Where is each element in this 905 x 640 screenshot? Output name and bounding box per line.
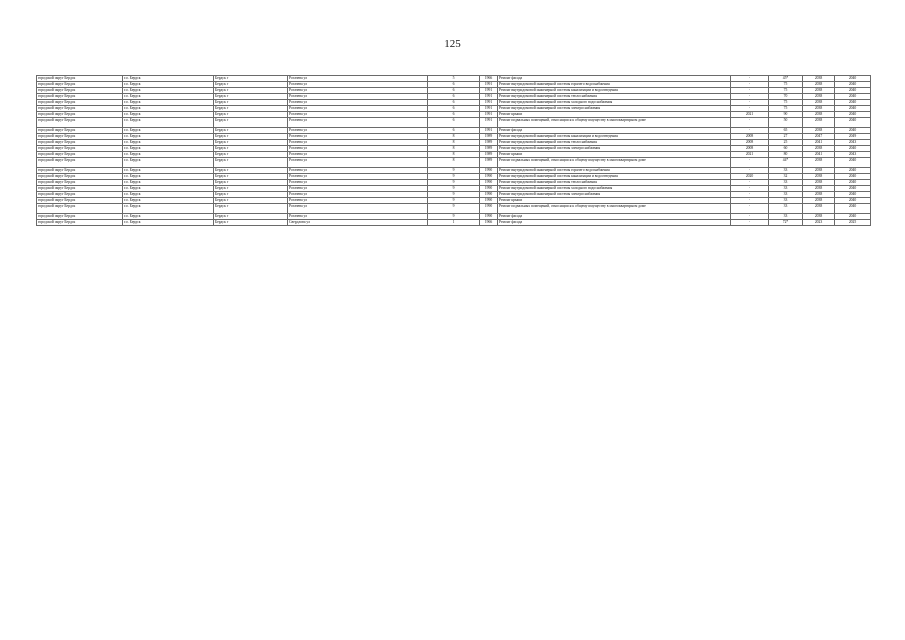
table-cell-year-built: 1991 <box>480 112 498 118</box>
table-cell-period-to: 2040 <box>835 180 871 186</box>
table-cell-work-type: Ремонт внутридомовой инженерной системы горячего водоснабжения <box>498 168 731 174</box>
table-cell-settlement: г.о. Бердск <box>123 140 214 146</box>
table-cell-locality: Бердск г <box>214 100 288 106</box>
table-cell-year-prev: - <box>731 128 769 134</box>
table-cell-municipality: городской округ Бердск <box>37 192 123 198</box>
table-cell-year-built: 1990 <box>480 186 498 192</box>
table-cell-street: Рогачева ул <box>288 88 428 94</box>
table-cell-year-built: 1990 <box>480 174 498 180</box>
table-cell-locality: Бердск г <box>214 198 288 204</box>
table-cell-year-built: 1991 <box>480 94 498 100</box>
table-cell-street: Рогачева ул <box>288 204 428 214</box>
table-cell-period-from: 2038 <box>803 214 835 220</box>
table-cell-year-prev: - <box>731 192 769 198</box>
table-cell-municipality: городской округ Бердск <box>37 146 123 152</box>
table-cell-year-prev: - <box>731 204 769 214</box>
table-cell-period-to: 2043 <box>835 152 871 158</box>
table-cell-locality: Бердск г <box>214 146 288 152</box>
table-cell-street: Рогачева ул <box>288 198 428 204</box>
table-cell-share: 50 <box>769 118 803 128</box>
table-cell-work-type: Ремонт внутридомовой инженерной системы теплоснабжения <box>498 94 731 100</box>
table-cell-work-type: Ремонт внутридомовой инженерной системы холодного водоснабжения <box>498 186 731 192</box>
table-cell-municipality: городской округ Бердск <box>37 214 123 220</box>
table-cell-street: Рогачева ул <box>288 112 428 118</box>
table-cell-year-built: 1990 <box>480 214 498 220</box>
table-cell-locality: Бердск г <box>214 174 288 180</box>
table-cell-year-built: 1990 <box>480 198 498 204</box>
table-cell-work-type: Ремонт фасада <box>498 76 731 82</box>
table-cell-year-prev: 2020 <box>731 174 769 180</box>
table-cell-period-to: 2040 <box>835 88 871 94</box>
table-cell-house: 9 <box>428 180 480 186</box>
table-cell-period-from: 2038 <box>803 204 835 214</box>
table-cell-year-prev: - <box>731 118 769 128</box>
table-cell-period-to: 2040 <box>835 106 871 112</box>
capital-repair-table <box>36 75 871 226</box>
table-cell-period-from: 2023 <box>803 220 835 226</box>
table-cell-house: 8 <box>428 146 480 152</box>
table-cell-settlement: г.о. Бердск <box>123 220 214 226</box>
table-cell-locality: Бердск г <box>214 76 288 82</box>
table-cell-share: 60 <box>769 146 803 152</box>
table-cell-year-prev: - <box>731 214 769 220</box>
table-cell-work-type: Ремонт крыши <box>498 112 731 118</box>
table-cell-municipality: городской округ Бердск <box>37 198 123 204</box>
table-cell-year-prev: - <box>731 100 769 106</box>
table-cell-locality: Бердск г <box>214 82 288 88</box>
table-cell-share: 33 <box>769 214 803 220</box>
table-cell-settlement: г.о. Бердск <box>123 106 214 112</box>
table-cell-period-from: 2038 <box>803 88 835 94</box>
table-cell-house: 9 <box>428 198 480 204</box>
table-cell-period-from: 2038 <box>803 106 835 112</box>
table-cell-street: Рогачева ул <box>288 158 428 168</box>
table-cell-year-prev: - <box>731 82 769 88</box>
table-cell-work-type: Ремонт внутридомовой инженерной системы теплоснабжения <box>498 140 731 146</box>
table-cell-year-built: 1991 <box>480 106 498 112</box>
table-cell-share: 75 <box>769 106 803 112</box>
table-cell-year-prev: 2008 <box>731 146 769 152</box>
table-cell-share: 33 <box>769 168 803 174</box>
table-cell-period-from: 2047 <box>803 134 835 140</box>
table-cell-year-built: 1989 <box>480 158 498 168</box>
table-cell-year-built: 1991 <box>480 100 498 106</box>
table-cell-locality: Бердск г <box>214 220 288 226</box>
table-cell-period-from: 2038 <box>803 82 835 88</box>
table-cell-period-to: 2040 <box>835 214 871 220</box>
table-cell-work-type: Ремонт внутридомовой инженерной системы теплоснабжения <box>498 180 731 186</box>
table-cell-share: 65 <box>769 128 803 134</box>
table-cell-period-from: 2038 <box>803 180 835 186</box>
table-cell-work-type: Ремонт крыши <box>498 152 731 158</box>
table-cell-street: Свердлова ул <box>288 220 428 226</box>
table-cell-settlement: г.о. Бердск <box>123 168 214 174</box>
table-cell-street: Рогачева ул <box>288 100 428 106</box>
table-cell-street: Рогачева ул <box>288 192 428 198</box>
table-cell-street: Рогачева ул <box>288 118 428 128</box>
table-cell-year-prev: - <box>731 220 769 226</box>
table-cell-share: 45* <box>769 76 803 82</box>
table-cell-share: 32 <box>769 174 803 180</box>
table-cell-year-prev: - <box>731 94 769 100</box>
table-cell-year-prev: - <box>731 198 769 204</box>
table-cell-settlement: г.о. Бердск <box>123 118 214 128</box>
table-cell-share: 75 <box>769 88 803 94</box>
table-cell-period-to: 2040 <box>835 192 871 198</box>
table-cell-year-prev: 2021 <box>731 152 769 158</box>
table-cell-house: 9 <box>428 168 480 174</box>
table-cell-locality: Бердск г <box>214 94 288 100</box>
table-cell-year-built: 1990 <box>480 168 498 174</box>
table-cell-year-prev: - <box>731 186 769 192</box>
table-cell-year-built: 1989 <box>480 140 498 146</box>
table-cell-municipality: городской округ Бердск <box>37 82 123 88</box>
table-cell-municipality: городской округ Бердск <box>37 88 123 94</box>
table-cell-settlement: г.о. Бердск <box>123 192 214 198</box>
table-row <box>37 158 871 168</box>
table-cell-locality: Бердск г <box>214 140 288 146</box>
table-cell-work-type: Ремонт внутридомовой инженерной системы электроснабжения <box>498 106 731 112</box>
table-cell-house: 9 <box>428 192 480 198</box>
table-cell-share: 25 <box>769 140 803 146</box>
table-cell-share: 90 <box>769 112 803 118</box>
table-cell-municipality: городской округ Бердск <box>37 100 123 106</box>
table-cell-year-prev: - <box>731 158 769 168</box>
table-cell-settlement: г.о. Бердск <box>123 146 214 152</box>
table-cell-house: 9 <box>428 174 480 180</box>
table-cell-period-to: 2025 <box>835 220 871 226</box>
table-cell-street: Рогачева ул <box>288 94 428 100</box>
table-cell-share: 75 <box>769 100 803 106</box>
table-cell-period-to: 2040 <box>835 112 871 118</box>
table-cell-settlement: г.о. Бердск <box>123 100 214 106</box>
table-cell-house: 9 <box>428 186 480 192</box>
table-cell-house: 6 <box>428 128 480 134</box>
table-cell-work-type: Ремонт подвальных помещений, относящихся к общему имуществу в многоквартирном доме <box>498 118 731 128</box>
table-cell-street: Рогачева ул <box>288 146 428 152</box>
table-cell-municipality: городской округ Бердск <box>37 106 123 112</box>
table-cell-period-from: 2041 <box>803 152 835 158</box>
table-cell-share: 75 <box>769 82 803 88</box>
table-cell-period-from: 2038 <box>803 128 835 134</box>
table-cell-share: 33 <box>769 204 803 214</box>
table-cell-municipality: городской округ Бердск <box>37 158 123 168</box>
table-cell-period-from: 2038 <box>803 192 835 198</box>
table-cell-locality: Бердск г <box>214 186 288 192</box>
table-cell-year-built: 1990 <box>480 180 498 186</box>
table-cell-settlement: г.о. Бердск <box>123 88 214 94</box>
table-cell-work-type: Ремонт фасада <box>498 220 731 226</box>
table-cell-street: Рогачева ул <box>288 106 428 112</box>
table-cell-share: 27 <box>769 134 803 140</box>
table-cell-street: Рогачева ул <box>288 76 428 82</box>
table-cell-year-built: 1966 <box>480 220 498 226</box>
table-cell-work-type: Ремонт подвальных помещений, относящихся к общему имуществу в многоквартирном доме <box>498 158 731 168</box>
table-cell-share: 44* <box>769 158 803 168</box>
table-cell-municipality: городской округ Бердск <box>37 118 123 128</box>
table-cell-period-to: 2040 <box>835 128 871 134</box>
table-cell-year-prev: - <box>731 106 769 112</box>
table-cell-work-type: Ремонт подвальных помещений, относящихся к общему имуществу в многоквартирном доме <box>498 204 731 214</box>
table-cell-locality: Бердск г <box>214 158 288 168</box>
table-cell-locality: Бердск г <box>214 106 288 112</box>
table-cell-share: 33 <box>769 192 803 198</box>
table-cell-work-type: Ремонт внутридомовой инженерной системы горячего водоснабжения <box>498 82 731 88</box>
table-cell-work-type: Ремонт крыши <box>498 198 731 204</box>
table-cell-share: 33 <box>769 186 803 192</box>
table-cell-year-built: 1989 <box>480 146 498 152</box>
table-cell-street: Рогачева ул <box>288 140 428 146</box>
table-cell-period-from: 2038 <box>803 168 835 174</box>
table-cell-year-built: 1991 <box>480 82 498 88</box>
table-cell-settlement: г.о. Бердск <box>123 204 214 214</box>
table-row <box>37 118 871 128</box>
table-cell-house: 9 <box>428 214 480 220</box>
table-cell-settlement: г.о. Бердск <box>123 214 214 220</box>
table-cell-house: 5 <box>428 76 480 82</box>
page-number: 125 <box>444 38 461 50</box>
table-cell-period-to: 2043 <box>835 140 871 146</box>
table-cell-locality: Бердск г <box>214 152 288 158</box>
table-cell-settlement: г.о. Бердск <box>123 198 214 204</box>
table-cell-municipality: городской округ Бердск <box>37 94 123 100</box>
table-cell-work-type: Ремонт внутридомовой инженерной системы канализации и водоотведения <box>498 174 731 180</box>
table-cell-locality: Бердск г <box>214 204 288 214</box>
table-cell-locality: Бердск г <box>214 118 288 128</box>
table-cell-year-built: 1990 <box>480 192 498 198</box>
table-body <box>37 76 871 226</box>
table-cell-year-prev: 2008 <box>731 140 769 146</box>
table-cell-period-to: 2040 <box>835 204 871 214</box>
table-cell-period-to: 2040 <box>835 158 871 168</box>
table-row <box>37 220 871 226</box>
table-cell-municipality: городской округ Бердск <box>37 128 123 134</box>
table-cell-street: Рогачева ул <box>288 152 428 158</box>
table-cell-street: Рогачева ул <box>288 128 428 134</box>
table-cell-period-from: 2041 <box>803 140 835 146</box>
table-cell-locality: Бердск г <box>214 192 288 198</box>
table-cell-period-to: 2040 <box>835 198 871 204</box>
table-cell-house: 1 <box>428 220 480 226</box>
table-cell-work-type: Ремонт внутридомовой инженерной системы канализации и водоотведения <box>498 88 731 94</box>
table-cell-year-prev: 2008 <box>731 134 769 140</box>
table-cell-house: 8 <box>428 134 480 140</box>
table-cell-period-to: 2040 <box>835 174 871 180</box>
table-cell-settlement: г.о. Бердск <box>123 82 214 88</box>
table-cell-locality: Бердск г <box>214 180 288 186</box>
table-cell-settlement: г.о. Бердск <box>123 158 214 168</box>
table-cell-locality: Бердск г <box>214 112 288 118</box>
table-cell-settlement: г.о. Бердск <box>123 76 214 82</box>
table-cell-period-to: 2040 <box>835 118 871 128</box>
table-cell-year-built: 1989 <box>480 152 498 158</box>
table-cell-period-to: 2040 <box>835 186 871 192</box>
table-cell-share: 80 <box>769 152 803 158</box>
table-cell-year-prev: 2021 <box>731 112 769 118</box>
table-cell-settlement: г.о. Бердск <box>123 180 214 186</box>
table-cell-settlement: г.о. Бердск <box>123 152 214 158</box>
table-cell-year-prev: - <box>731 180 769 186</box>
table-cell-share: 33 <box>769 198 803 204</box>
table-cell-locality: Бердск г <box>214 214 288 220</box>
table-cell-work-type: Ремонт внутридомовой инженерной системы холодного водоснабжения <box>498 100 731 106</box>
table-cell-street: Рогачева ул <box>288 214 428 220</box>
table-cell-municipality: городской округ Бердск <box>37 76 123 82</box>
table-cell-period-from: 2038 <box>803 186 835 192</box>
table-cell-period-to: 2040 <box>835 146 871 152</box>
table-cell-year-built: 1991 <box>480 128 498 134</box>
table-cell-year-prev: - <box>731 76 769 82</box>
table-cell-municipality: городской округ Бердск <box>37 168 123 174</box>
table-cell-share: 72* <box>769 220 803 226</box>
table-cell-work-type: Ремонт внутридомовой инженерной системы электроснабжения <box>498 192 731 198</box>
table-cell-house: 6 <box>428 100 480 106</box>
table-cell-house: 8 <box>428 158 480 168</box>
table-row <box>37 204 871 214</box>
table-cell-house: 6 <box>428 118 480 128</box>
table-cell-period-from: 2038 <box>803 198 835 204</box>
table-cell-street: Рогачева ул <box>288 186 428 192</box>
table-cell-settlement: г.о. Бердск <box>123 174 214 180</box>
table-cell-municipality: городской округ Бердск <box>37 134 123 140</box>
table-cell-municipality: городской округ Бердск <box>37 180 123 186</box>
table-cell-house: 8 <box>428 140 480 146</box>
table-cell-period-from: 2038 <box>803 94 835 100</box>
table-cell-work-type: Ремонт фасада <box>498 128 731 134</box>
table-cell-street: Рогачева ул <box>288 134 428 140</box>
table-cell-street: Рогачева ул <box>288 168 428 174</box>
table-cell-street: Рогачева ул <box>288 174 428 180</box>
table-cell-work-type: Ремонт внутридомовой инженерной системы электроснабжения <box>498 146 731 152</box>
table-cell-municipality: городской округ Бердск <box>37 152 123 158</box>
table-cell-period-to: 2040 <box>835 100 871 106</box>
table-cell-work-type: Ремонт внутридомовой инженерной системы канализации и водоотведения <box>498 134 731 140</box>
table-cell-locality: Бердск г <box>214 128 288 134</box>
table-cell-municipality: городской округ Бердск <box>37 220 123 226</box>
table-cell-year-built: 1991 <box>480 88 498 94</box>
table-cell-house: 6 <box>428 88 480 94</box>
table-cell-year-prev: - <box>731 88 769 94</box>
table-cell-house: 6 <box>428 94 480 100</box>
table-cell-year-built: 1990 <box>480 204 498 214</box>
table-cell-house: 6 <box>428 112 480 118</box>
table-cell-period-to: 2040 <box>835 168 871 174</box>
table-cell-period-from: 2038 <box>803 112 835 118</box>
table-cell-period-to: 2040 <box>835 94 871 100</box>
table-cell-year-prev: - <box>731 168 769 174</box>
table-cell-house: 6 <box>428 106 480 112</box>
table-cell-locality: Бердск г <box>214 134 288 140</box>
table-cell-street: Рогачева ул <box>288 180 428 186</box>
table-cell-settlement: г.о. Бердск <box>123 186 214 192</box>
table-cell-year-built: 1989 <box>480 134 498 140</box>
table-cell-municipality: городской округ Бердск <box>37 174 123 180</box>
table-cell-municipality: городской округ Бердск <box>37 140 123 146</box>
table-cell-period-from: 2038 <box>803 158 835 168</box>
table-cell-period-from: 2038 <box>803 76 835 82</box>
table-cell-period-from: 2038 <box>803 174 835 180</box>
table-cell-municipality: городской округ Бердск <box>37 204 123 214</box>
table-cell-settlement: г.о. Бердск <box>123 134 214 140</box>
table-cell-share: 70 <box>769 94 803 100</box>
table-cell-settlement: г.о. Бердск <box>123 128 214 134</box>
table-cell-municipality: городской округ Бердск <box>37 186 123 192</box>
table-cell-period-from: 2038 <box>803 118 835 128</box>
table-cell-period-from: 2038 <box>803 100 835 106</box>
table-cell-period-to: 2049 <box>835 134 871 140</box>
table-cell-house: 8 <box>428 152 480 158</box>
table-cell-house: 6 <box>428 82 480 88</box>
table-cell-settlement: г.о. Бердск <box>123 94 214 100</box>
table-cell-period-to: 2040 <box>835 82 871 88</box>
table-cell-year-built: 1991 <box>480 118 498 128</box>
table-cell-house: 9 <box>428 204 480 214</box>
table-cell-settlement: г.о. Бердск <box>123 112 214 118</box>
table-cell-locality: Бердск г <box>214 168 288 174</box>
table-cell-year-built: 1966 <box>480 76 498 82</box>
table-cell-locality: Бердск г <box>214 88 288 94</box>
table-cell-period-to: 2040 <box>835 76 871 82</box>
table-cell-work-type: Ремонт фасада <box>498 214 731 220</box>
table-cell-share: 33 <box>769 180 803 186</box>
table-cell-street: Рогачева ул <box>288 82 428 88</box>
table-cell-period-from: 2038 <box>803 146 835 152</box>
table-cell-municipality: городской округ Бердск <box>37 112 123 118</box>
